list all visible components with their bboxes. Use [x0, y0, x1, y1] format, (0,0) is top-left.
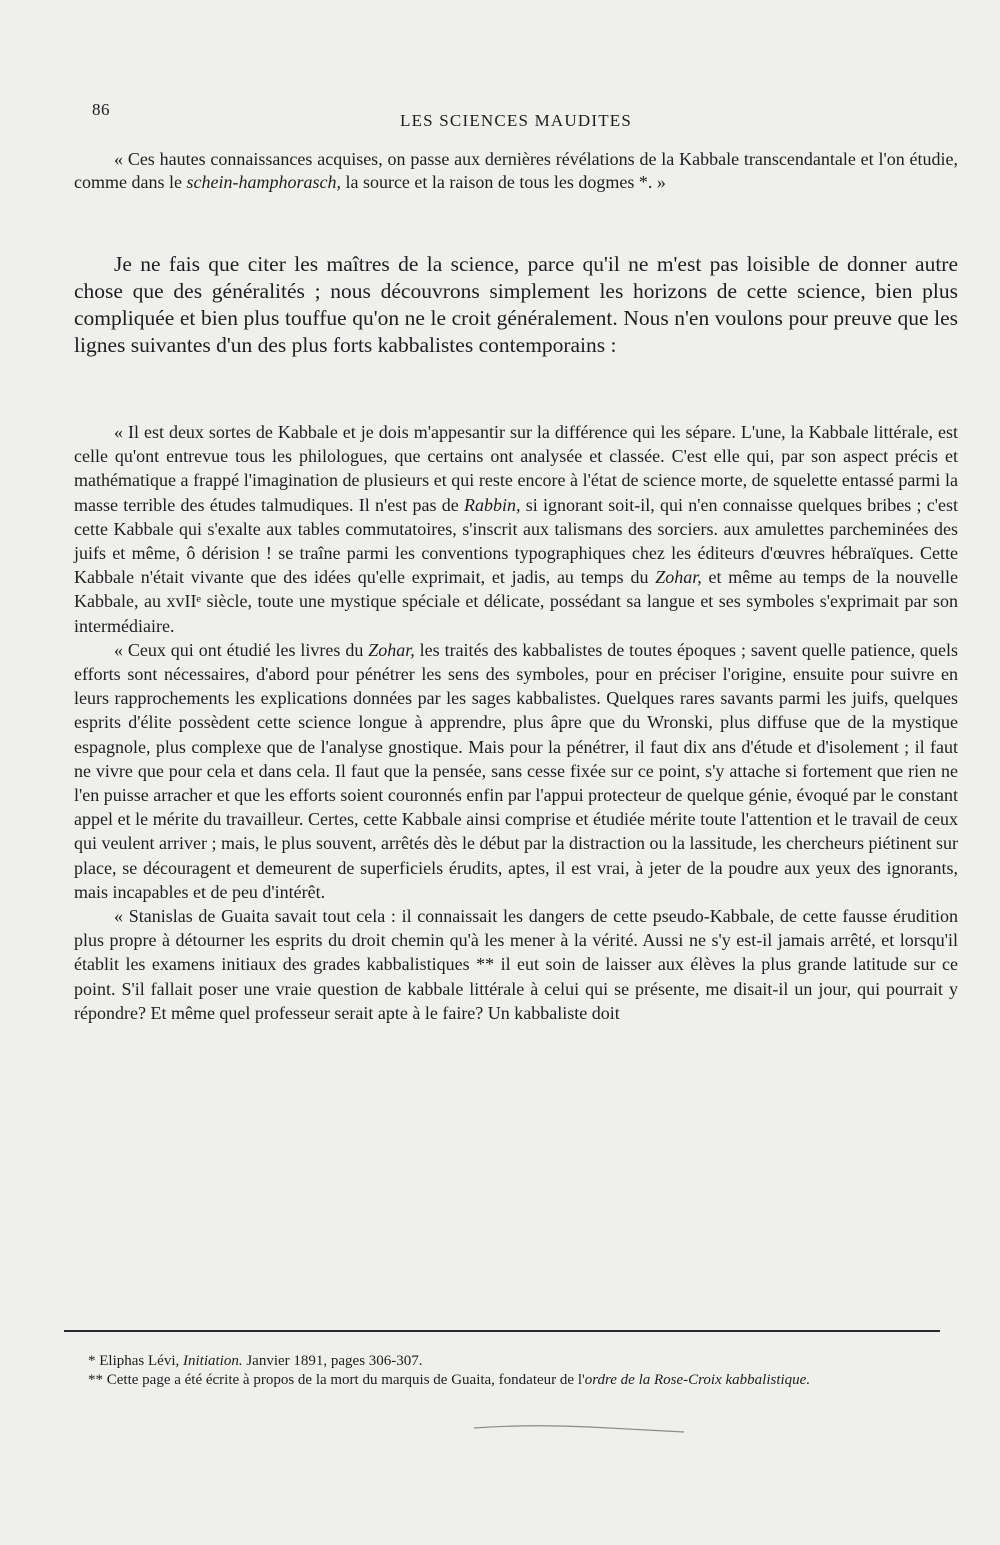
footnote-2-italic: ordre de la Rose-Croix kabbalistique.: [584, 1372, 811, 1388]
footnotes: [74, 1352, 954, 1390]
page-number: 86: [92, 100, 110, 119]
long-quote-p1-b: si ignorant soit-il, qui n'en connaisse quelques bribes ; c'est cette Kabbale qui s'exalte aux tables commutatoires, s'inscrit aux talismans des sorciers. aux amulettes parcheminées des juifs et même, ô dérision ! se traîne parmi les conventions typographiques chez les éditeurs d'œuvres hébraïques. Cette Kabbale n'était vivante que des idées qu'elle exprimait, et jadis, au temps du: [74, 494, 958, 588]
footnote-1-marker: *: [88, 1353, 100, 1369]
footnote-divider: [64, 1330, 940, 1332]
long-quote: [74, 420, 958, 1025]
long-quote-p1-italic-2: Zohar,: [655, 567, 702, 588]
footnote-2: [74, 1371, 954, 1390]
opening-quote-text-end: la source et la raison de tous les dogmes *. »: [340, 172, 666, 192]
long-quote-p2-a: « Ceux qui ont étudié les livres du: [114, 639, 369, 660]
long-quote-paragraph-1: [74, 420, 958, 638]
long-quote-paragraph-2: [74, 638, 958, 904]
opening-quote: [74, 148, 958, 194]
opening-quote-text: « Ces hautes connaissances acquises, on passe aux dernières révélations de la Kabbale transcendantale et l'on étudie, comme dans le: [74, 149, 958, 192]
long-quote-paragraph-3: « Stanislas de Guaita savait tout cela : il connaissait les dangers de cette pseudo-Kabbale, de cette fausse érudition plus propre à détourner les esprits du droit chemin qu'à les mener à la vérité. Aussi ne s'y est-il jamais arrêté, et lorsqu'il établit les examens initiaux des grades kabbalistiques ** il eut soin de laisser aux élèves la plus grande latitude sur ce point. S'il fallait poser une vraie question de kabbale littérale à celui qui se présente, me disait-il un jour, qui pourrait y répondre? Et même quel professeur serait apte à le faire? Un kabbaliste doit: [74, 906, 958, 1023]
footnote-1: [74, 1352, 954, 1371]
main-paragraph: [74, 251, 958, 359]
long-quote-p2-italic-1: Zohar,: [368, 639, 415, 660]
opening-quote-italic: schein-hamphorasch,: [186, 172, 341, 192]
footnote-2-marker: **: [88, 1372, 107, 1388]
running-title: LES SCIENCES MAUDITES: [400, 111, 633, 130]
footnote-1-italic: Initiation.: [182, 1353, 243, 1369]
long-quote-p2-b: les traités des kabbalistes de toutes époques ; savent quelle patience, quels efforts sont nécessaires, d'abord pour pénétrer les sens des symboles, pour en préciser l'origine, ensuite pour suivre en leurs rapprochements les explications données par les sages kabbalistes. Quelques rares savants parmi les juifs, quelques esprits d'élite possèdent cette science longue à apprendre, plus âpre que du Wronski, plus diffuse que de la mystique espagnole, plus complexe que de l'analyse gnostique. Mais pour la pénétrer, il faut dix ans d'étude et d'isolement ; il faut ne vivre que pour cela et dans cela. Il faut que la pensée, sans cesse fixée sur ce point, s'y attache si fortement que rien ne l'en puisse arracher et que les efforts soient couronnés enfin par l'appui protecteur de quelque génie, évoqué par le constant appel et le mérite du travailleur. Certes, cette Kabbale ainsi comprise et étudiée mérite toute l'attention et le travail de ceux qui veulent arriver ; mais, le plus souvent, arrêtés dès le début par la distraction ou la lassitude, les chercheurs piétinent sur place, se découragent et demeurent de superficiels érudits, aptes, il est vrai, à jeter de la poudre aux yeux des ignorants, mais incapables et de peu d'intérêt.: [74, 639, 958, 902]
long-quote-p1-italic-1: Rabbin,: [463, 494, 521, 515]
footnote-1-rest: Janvier 1891, pages 306-307.: [242, 1353, 423, 1369]
footnote-1-author: Eliphas Lévi,: [99, 1353, 183, 1369]
pencil-underline-mark: [470, 1418, 690, 1440]
footnote-2-text: Cette page a été écrite à propos de la mort du marquis de Guaita, fondateur de l': [106, 1372, 585, 1388]
long-quote-p1-c: et même au temps de la nouvelle Kabbale, au xvIIᵉ siècle, toute une mystique spéciale et délicate, possédant sa langue et ses symboles s'exprimait par son intermédiaire.: [74, 567, 958, 636]
long-quote-p1-a: « Il est deux sortes de Kabbale et je dois m'appesantir sur la différence qui les sépare. L'une, la Kabbale littérale, est celle qu'ont entrevue tous les philologues, que certains ont analysée et classée. C'est elle qui, par son aspect précis et mathématique a frappé l'imagination de plusieurs et qui reste encore à l'état de science morte, de squelette entassé parmi la masse terrible des études talmudiques. Il n'est pas de: [74, 422, 958, 515]
main-paragraph-text: Je ne fais que citer les maîtres de la science, parce qu'il ne m'est pas loisible de donner autre chose que des généralités ; nous découvrons simplement les horizons de cette science, bien plus compliquée et bien plus touffue qu'on ne le croit généralement. Nous n'en voulons pour preuve que les lignes suivantes d'un des plus forts kabbalistes contemporains :: [74, 252, 958, 357]
